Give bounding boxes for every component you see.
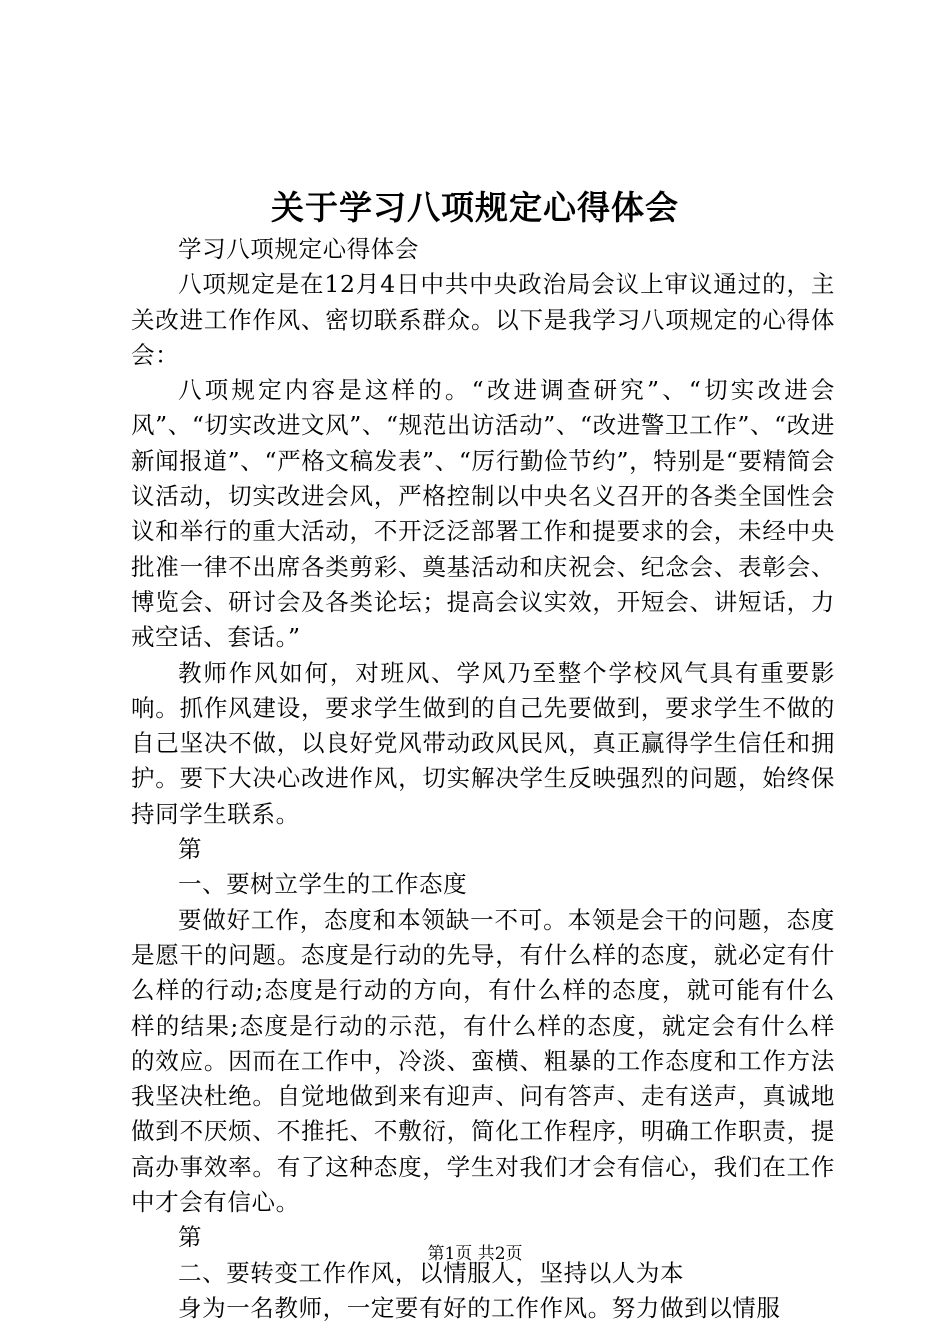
- body-paragraph: 教师作风如何，对班风、学风乃至整个学校风气具有重要影响。抓作风建设，要求学生做到的自己先要做到，要求学生不做的自己坚决不做，以良好党风带动政风民风，真正赢得学生信任和拥护。要下大决心改进作风，切实解决学生反映强烈的问题，始终保持同学生联系。: [131, 658, 835, 828]
- document-title: 关于学习八项规定心得体会: [271, 188, 679, 227]
- body-paragraph: 学习八项规定心得体会: [178, 235, 419, 263]
- document-body: [131, 232, 835, 1326]
- body-paragraph: 第: [178, 835, 203, 864]
- body-paragraph: 八项规定是在12月4日中共中央政治局会议上审议通过的，主关改进工作作风、密切联系群众。以下是我学习八项规定的心得体会：: [131, 270, 835, 369]
- section-heading: 一、要树立学生的工作态度: [178, 870, 468, 899]
- section-heading: 二、要转变工作作风，以情服人，坚持以人为本: [178, 1258, 685, 1287]
- body-paragraph: 八项规定内容是这样的。“改进调查研究”、“切实改进会风”、“切实改进文风”、“规范出访活动”、“改进警卫工作”、“改进新闻报道”、“严格文稿发表”、“厉行勤俭节约”，特别是“要精简会议活动，切实改进会风，严格控制以中央名义召开的各类全国性会议和举行的重大活动，不开泛泛部署工作和提要求的会，未经中央批准一律不出席各类剪彩、奠基活动和庆祝会、纪念会、表彰会、博览会、研讨会及各类论坛；提高会议实效，开短会、讲短话，力戒空话、套话。”: [131, 376, 835, 652]
- body-paragraph: 第: [178, 1223, 203, 1252]
- page-footer: 第1页 共2页: [427, 1244, 523, 1264]
- body-paragraph: 身为一名教师，一定要有好的工作作风。努力做到以情服: [178, 1293, 781, 1322]
- body-paragraph: 要做好工作，态度和本领缺一不可。本领是会干的问题，态度是愿干的问题。态度是行动的先导，有什么样的态度，就必定有什么样的行动;态度是行动的方向，有什么样的态度，就可能有什么样的结果;态度是行动的示范，有什么样的态度，就定会有什么样的效应。因而在工作中，冷淡、蛮横、粗暴的工作态度和工作方法我坚决杜绝。自觉地做到来有迎声、问有答声、走有送声，真诚地做到不厌烦、不推托、不敷衍，简化工作程序，明确工作职责，提高办事效率。有了这种态度，学生对我们才会有信心，我们在工作中才会有信心。: [131, 905, 835, 1217]
